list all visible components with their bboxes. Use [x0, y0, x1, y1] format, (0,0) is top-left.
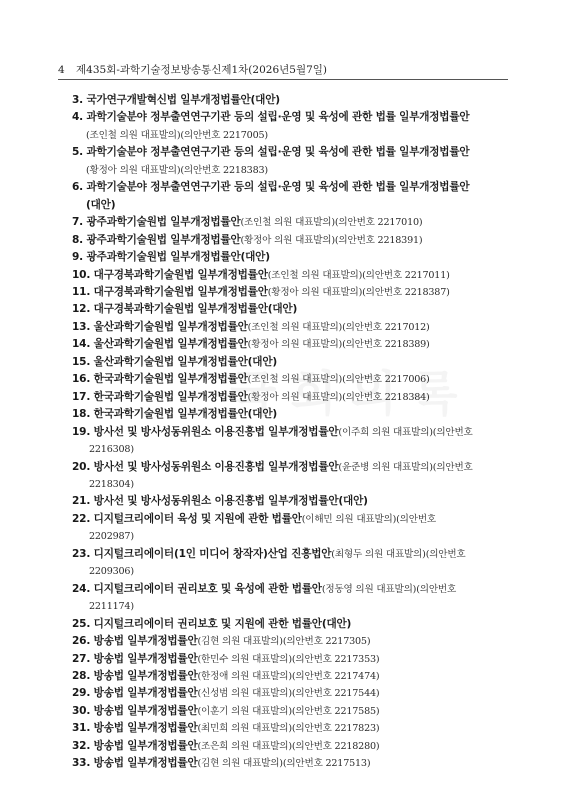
- agenda-item-continuation-detail: 2216308): [89, 444, 134, 456]
- agenda-item-continuation: [72, 162, 512, 179]
- agenda-item: [72, 616, 512, 633]
- agenda-item-title: 방사선 및 방사성동위원소 이용진흥법 일부개정법률안: [93, 460, 339, 473]
- agenda-item-number: 24.: [72, 582, 91, 595]
- agenda-item-continuation-detail: 2202987): [89, 531, 134, 543]
- agenda-item-line: [72, 424, 512, 441]
- agenda-item-continuation-detail: 2218304): [89, 478, 134, 490]
- agenda-item: [72, 92, 512, 109]
- agenda-item-line: [72, 301, 512, 318]
- agenda-item-title: 한국과학기술원법 일부개정법률안: [93, 390, 248, 403]
- agenda-item: [72, 214, 512, 231]
- agenda-item-sponsor: (조인철 의원 대표발의)(의안번호 2217006): [247, 374, 430, 386]
- agenda-item-heading: [72, 722, 198, 734]
- agenda-item-heading: [72, 548, 331, 560]
- agenda-item-heading: [72, 251, 270, 263]
- agenda-item-heading: [72, 635, 198, 647]
- agenda-item-sponsor: (이해민 의원 대표발의)(의안번호: [301, 513, 436, 525]
- agenda-item-heading: [72, 391, 248, 403]
- agenda-item-continuation-detail: (조인철 의원 대표발의)(의안번호 2217005): [86, 129, 268, 141]
- agenda-item-heading: [72, 426, 338, 438]
- agenda-item-sponsor: (조인철 의원 대표발의)(의안번호 2217012): [247, 321, 430, 333]
- agenda-item-number: 16.: [72, 373, 91, 386]
- agenda-item: [72, 301, 512, 318]
- agenda-item: [72, 336, 512, 353]
- agenda-item-continuation-title: (대안): [86, 198, 116, 211]
- agenda-item-number: 3.: [72, 94, 83, 106]
- agenda-item-continuation: [72, 563, 512, 580]
- agenda-item-heading: [72, 373, 248, 385]
- agenda-item-heading: [72, 111, 469, 123]
- agenda-item: [72, 493, 512, 510]
- agenda-item-heading: [72, 234, 241, 246]
- document-title: 제435회-과학기술정보방송통신제1차(2026년5월7일): [76, 64, 328, 76]
- agenda-item: [72, 249, 512, 266]
- agenda-item-sponsor: (윤준병 의원 대표발의)(의안번호: [338, 461, 473, 473]
- agenda-item-number: 13.: [72, 320, 91, 333]
- page-header: [58, 62, 327, 77]
- agenda-item-sponsor: (최민희 의원 대표발의)(의안번호 2217823): [197, 723, 380, 735]
- agenda-item-title: 디지털크리에이터(1인 미디어 창작자)산업 진흥법안: [93, 547, 332, 560]
- agenda-item-sponsor: (황정아 의원 대표발의)(의안번호 2218387): [267, 286, 450, 298]
- agenda-item-line: [72, 371, 512, 388]
- agenda-item-line: [72, 109, 512, 126]
- agenda-item-title: 대구경북과학기술원법 일부개정법률안: [93, 268, 268, 281]
- agenda-item-heading: [72, 321, 248, 333]
- agenda-item: [72, 755, 512, 772]
- agenda-item-number: 22.: [72, 512, 91, 525]
- agenda-item: [72, 424, 512, 459]
- agenda-item-title: 광주과학기술원법 일부개정법률안: [86, 233, 241, 246]
- agenda-item: [72, 459, 512, 494]
- agenda-item-line: [72, 354, 512, 371]
- agenda-item: [72, 511, 512, 546]
- agenda-item-title: 방송법 일부개정법률안: [93, 687, 198, 700]
- agenda-item-title: 방송법 일부개정법률안: [93, 635, 198, 648]
- agenda-item-heading: [72, 216, 241, 228]
- agenda-item-title: 방송법 일부개정법률안: [93, 669, 198, 682]
- agenda-item-line: [72, 493, 512, 510]
- agenda-item-line: [72, 511, 512, 528]
- agenda-item-heading: [72, 94, 280, 106]
- agenda-item-line: [72, 336, 512, 353]
- agenda-item-heading: [72, 513, 302, 525]
- agenda-item-sponsor: (신성범 의원 대표발의)(의안번호 2217544): [197, 688, 380, 700]
- agenda-item-line: [72, 668, 512, 685]
- agenda-item-line: [72, 703, 512, 720]
- agenda-item: [72, 267, 512, 284]
- agenda-item-number: 28.: [72, 669, 91, 682]
- agenda-item-title: 디지털크리에이터 권리보호 및 지원에 관한 법률안(대안): [93, 617, 352, 630]
- agenda-item: [72, 232, 512, 249]
- agenda-item-sponsor: (한민수 의원 대표발의)(의안번호 2217353): [197, 653, 380, 665]
- header-divider: [58, 79, 508, 80]
- agenda-item-line: [72, 633, 512, 650]
- agenda-list: [72, 92, 512, 773]
- agenda-item-title: 방송법 일부개정법률안: [93, 757, 198, 770]
- agenda-item-line: [72, 319, 512, 336]
- agenda-item: [72, 633, 512, 650]
- agenda-item-sponsor: (이주희 의원 대표발의)(의안번호: [338, 426, 473, 438]
- agenda-item-line: [72, 406, 512, 423]
- agenda-item-number: 8.: [72, 233, 83, 246]
- agenda-item-heading: [72, 286, 268, 298]
- agenda-item-number: 10.: [72, 268, 91, 281]
- agenda-item-title: 방송법 일부개정법률안: [93, 722, 198, 735]
- agenda-item-heading: [72, 461, 338, 473]
- agenda-item-sponsor: (황정아 의원 대표발의)(의안번호 2218384): [247, 391, 430, 403]
- agenda-item-heading: [72, 757, 198, 769]
- agenda-item-line: [72, 267, 512, 284]
- agenda-item-number: 27.: [72, 652, 91, 665]
- agenda-item-title: 광주과학기술원법 일부개정법률안: [86, 216, 241, 229]
- agenda-item-title: 울산과학기술원법 일부개정법률안(대안): [93, 355, 278, 368]
- agenda-item-line: [72, 546, 512, 563]
- agenda-item: [72, 581, 512, 616]
- agenda-item-title: 디지털크리에이터 육성 및 지원에 관한 법률안: [93, 512, 302, 525]
- agenda-item-heading: [72, 495, 368, 507]
- agenda-item-title: 방송법 일부개정법률안: [93, 704, 198, 717]
- agenda-item-continuation-detail: 2211174): [89, 601, 134, 613]
- agenda-item: [72, 319, 512, 336]
- agenda-item-line: [72, 651, 512, 668]
- agenda-item-line: [72, 581, 512, 598]
- agenda-item-number: 25.: [72, 617, 91, 630]
- agenda-item-title: 한국과학기술원법 일부개정법률안(대안): [93, 408, 278, 421]
- agenda-item: [72, 668, 512, 685]
- agenda-item: [72, 354, 512, 371]
- agenda-item-number: 30.: [72, 704, 91, 717]
- agenda-item: [72, 406, 512, 423]
- agenda-item-number: 14.: [72, 338, 91, 351]
- agenda-item-line: [72, 720, 512, 737]
- agenda-item-number: 7.: [72, 216, 83, 229]
- agenda-item-continuation-detail: 2209306): [89, 566, 134, 578]
- agenda-item-heading: [72, 356, 277, 368]
- agenda-item-number: 11.: [72, 285, 91, 298]
- agenda-item-sponsor: (황정아 의원 대표발의)(의안번호 2218391): [240, 234, 423, 246]
- agenda-item: [72, 109, 512, 144]
- agenda-item-title: 방사선 및 방사성동위원소 이용진흥법 일부개정법률안(대안): [93, 495, 368, 508]
- agenda-item-title: 과학기술분야 정부출연연구기관 등의 설립·운영 및 육성에 관한 법률 일부개정법률안: [86, 111, 470, 124]
- agenda-item-line: [72, 738, 512, 755]
- agenda-item: [72, 389, 512, 406]
- agenda-item-continuation: [72, 528, 512, 545]
- agenda-item-line: [72, 459, 512, 476]
- agenda-item-heading: [72, 303, 297, 315]
- agenda-item-line: [72, 389, 512, 406]
- agenda-item-number: 23.: [72, 547, 91, 560]
- agenda-item-sponsor: (조인철 의원 대표발의)(의안번호 2217011): [267, 269, 450, 281]
- agenda-item: [72, 685, 512, 702]
- agenda-item-title: 광주과학기술원법 일부개정법률안(대안): [86, 251, 270, 264]
- agenda-item-number: 31.: [72, 722, 91, 735]
- agenda-item-sponsor: (조인철 의원 대표발의)(의안번호 2217010): [240, 217, 423, 229]
- page-number: 4: [58, 64, 65, 76]
- agenda-item: [72, 546, 512, 581]
- agenda-item-title: 대구경북과학기술원법 일부개정법률안(대안): [93, 303, 298, 316]
- agenda-item-continuation: [72, 598, 512, 615]
- agenda-item-title: 과학기술분야 정부출연연구기관 등의 설립·운영 및 육성에 관한 법률 일부개정법률안: [86, 181, 470, 194]
- agenda-item-number: 18.: [72, 408, 91, 421]
- agenda-item-number: 4.: [72, 111, 83, 124]
- agenda-item-title: 방송법 일부개정법률안: [93, 739, 198, 752]
- agenda-item-number: 9.: [72, 251, 83, 264]
- agenda-item-title: 방사선 및 방사성동위원소 이용진흥법 일부개정법률안: [93, 425, 339, 438]
- agenda-item-continuation: [72, 476, 512, 493]
- agenda-item-line: [72, 755, 512, 772]
- agenda-item-line: [72, 179, 512, 196]
- agenda-item-heading: [72, 653, 198, 665]
- agenda-item: [72, 179, 512, 214]
- agenda-item-title: 국가연구개발혁신법 일부개정법률안(대안): [86, 94, 280, 106]
- agenda-item-sponsor: (최형두 의원 대표발의)(의안번호: [331, 548, 466, 560]
- agenda-item: [72, 703, 512, 720]
- agenda-item-number: 19.: [72, 425, 91, 438]
- agenda-item-number: 26.: [72, 635, 91, 648]
- agenda-item-line: [72, 249, 512, 266]
- agenda-item-number: 29.: [72, 687, 91, 700]
- agenda-item-line: [72, 616, 512, 633]
- agenda-item-number: 17.: [72, 390, 91, 403]
- agenda-item-number: 20.: [72, 460, 91, 473]
- agenda-item: [72, 284, 512, 301]
- agenda-item-sponsor: (정동영 의원 대표발의)(의안번호: [321, 583, 457, 595]
- agenda-item-continuation: [72, 197, 512, 214]
- agenda-item-heading: [72, 670, 198, 682]
- agenda-item-number: 21.: [72, 495, 91, 508]
- agenda-item: [72, 720, 512, 737]
- agenda-item-heading: [72, 181, 469, 193]
- agenda-item-line: [72, 92, 512, 109]
- agenda-item: [72, 738, 512, 755]
- agenda-item-title: 과학기술분야 정부출연연구기관 등의 설립·운영 및 육성에 관한 법률 일부개정법률안: [86, 146, 470, 159]
- agenda-item-heading: [72, 338, 248, 350]
- agenda-item-continuation: [72, 441, 512, 458]
- agenda-item: [72, 144, 512, 179]
- agenda-item-heading: [72, 687, 198, 699]
- agenda-item-line: [72, 144, 512, 161]
- agenda-item-heading: [72, 146, 469, 158]
- agenda-item-line: [72, 214, 512, 231]
- agenda-item-sponsor: (김현 의원 대표발의)(의안번호 2217305): [197, 636, 371, 648]
- agenda-item-heading: [72, 408, 277, 420]
- agenda-item-line: [72, 232, 512, 249]
- agenda-item-continuation: [72, 127, 512, 144]
- agenda-item-sponsor: (한정애 의원 대표발의)(의안번호 2217474): [197, 670, 380, 682]
- agenda-item-title: 대구경북과학기술원법 일부개정법률안: [93, 285, 268, 298]
- agenda-item-continuation-detail: (황정아 의원 대표발의)(의안번호 2218383): [86, 164, 268, 176]
- agenda-item-heading: [72, 618, 351, 630]
- agenda-item-sponsor: (이훈기 의원 대표발의)(의안번호 2217585): [197, 705, 380, 717]
- agenda-item-number: 15.: [72, 355, 91, 368]
- agenda-item-heading: [72, 269, 268, 281]
- agenda-item-number: 33.: [72, 757, 91, 770]
- agenda-item-number: 5.: [72, 146, 83, 159]
- agenda-item-line: [72, 685, 512, 702]
- agenda-item: [72, 371, 512, 388]
- agenda-item-sponsor: (조은희 의원 대표발의)(의안번호 2218280): [197, 740, 380, 752]
- agenda-item-number: 32.: [72, 739, 91, 752]
- agenda-item-title: 울산과학기술원법 일부개정법률안: [93, 320, 248, 333]
- agenda-item-number: 6.: [72, 181, 83, 194]
- agenda-item-title: 방송법 일부개정법률안: [93, 652, 198, 665]
- agenda-item-title: 디지털크리에이터 권리보호 및 육성에 관한 법률안: [93, 582, 322, 595]
- agenda-item-number: 12.: [72, 303, 91, 316]
- agenda-item-title: 한국과학기술원법 일부개정법률안: [93, 373, 248, 386]
- agenda-item-heading: [72, 705, 198, 717]
- agenda-item: [72, 651, 512, 668]
- agenda-item-heading: [72, 583, 322, 595]
- agenda-item-sponsor: (황정아 의원 대표발의)(의안번호 2218389): [247, 339, 430, 351]
- agenda-item-line: [72, 284, 512, 301]
- agenda-item-heading: [72, 740, 198, 752]
- agenda-item-sponsor: (김현 의원 대표발의)(의안번호 2217513): [197, 758, 371, 770]
- agenda-item-title: 울산과학기술원법 일부개정법률안: [93, 338, 248, 351]
